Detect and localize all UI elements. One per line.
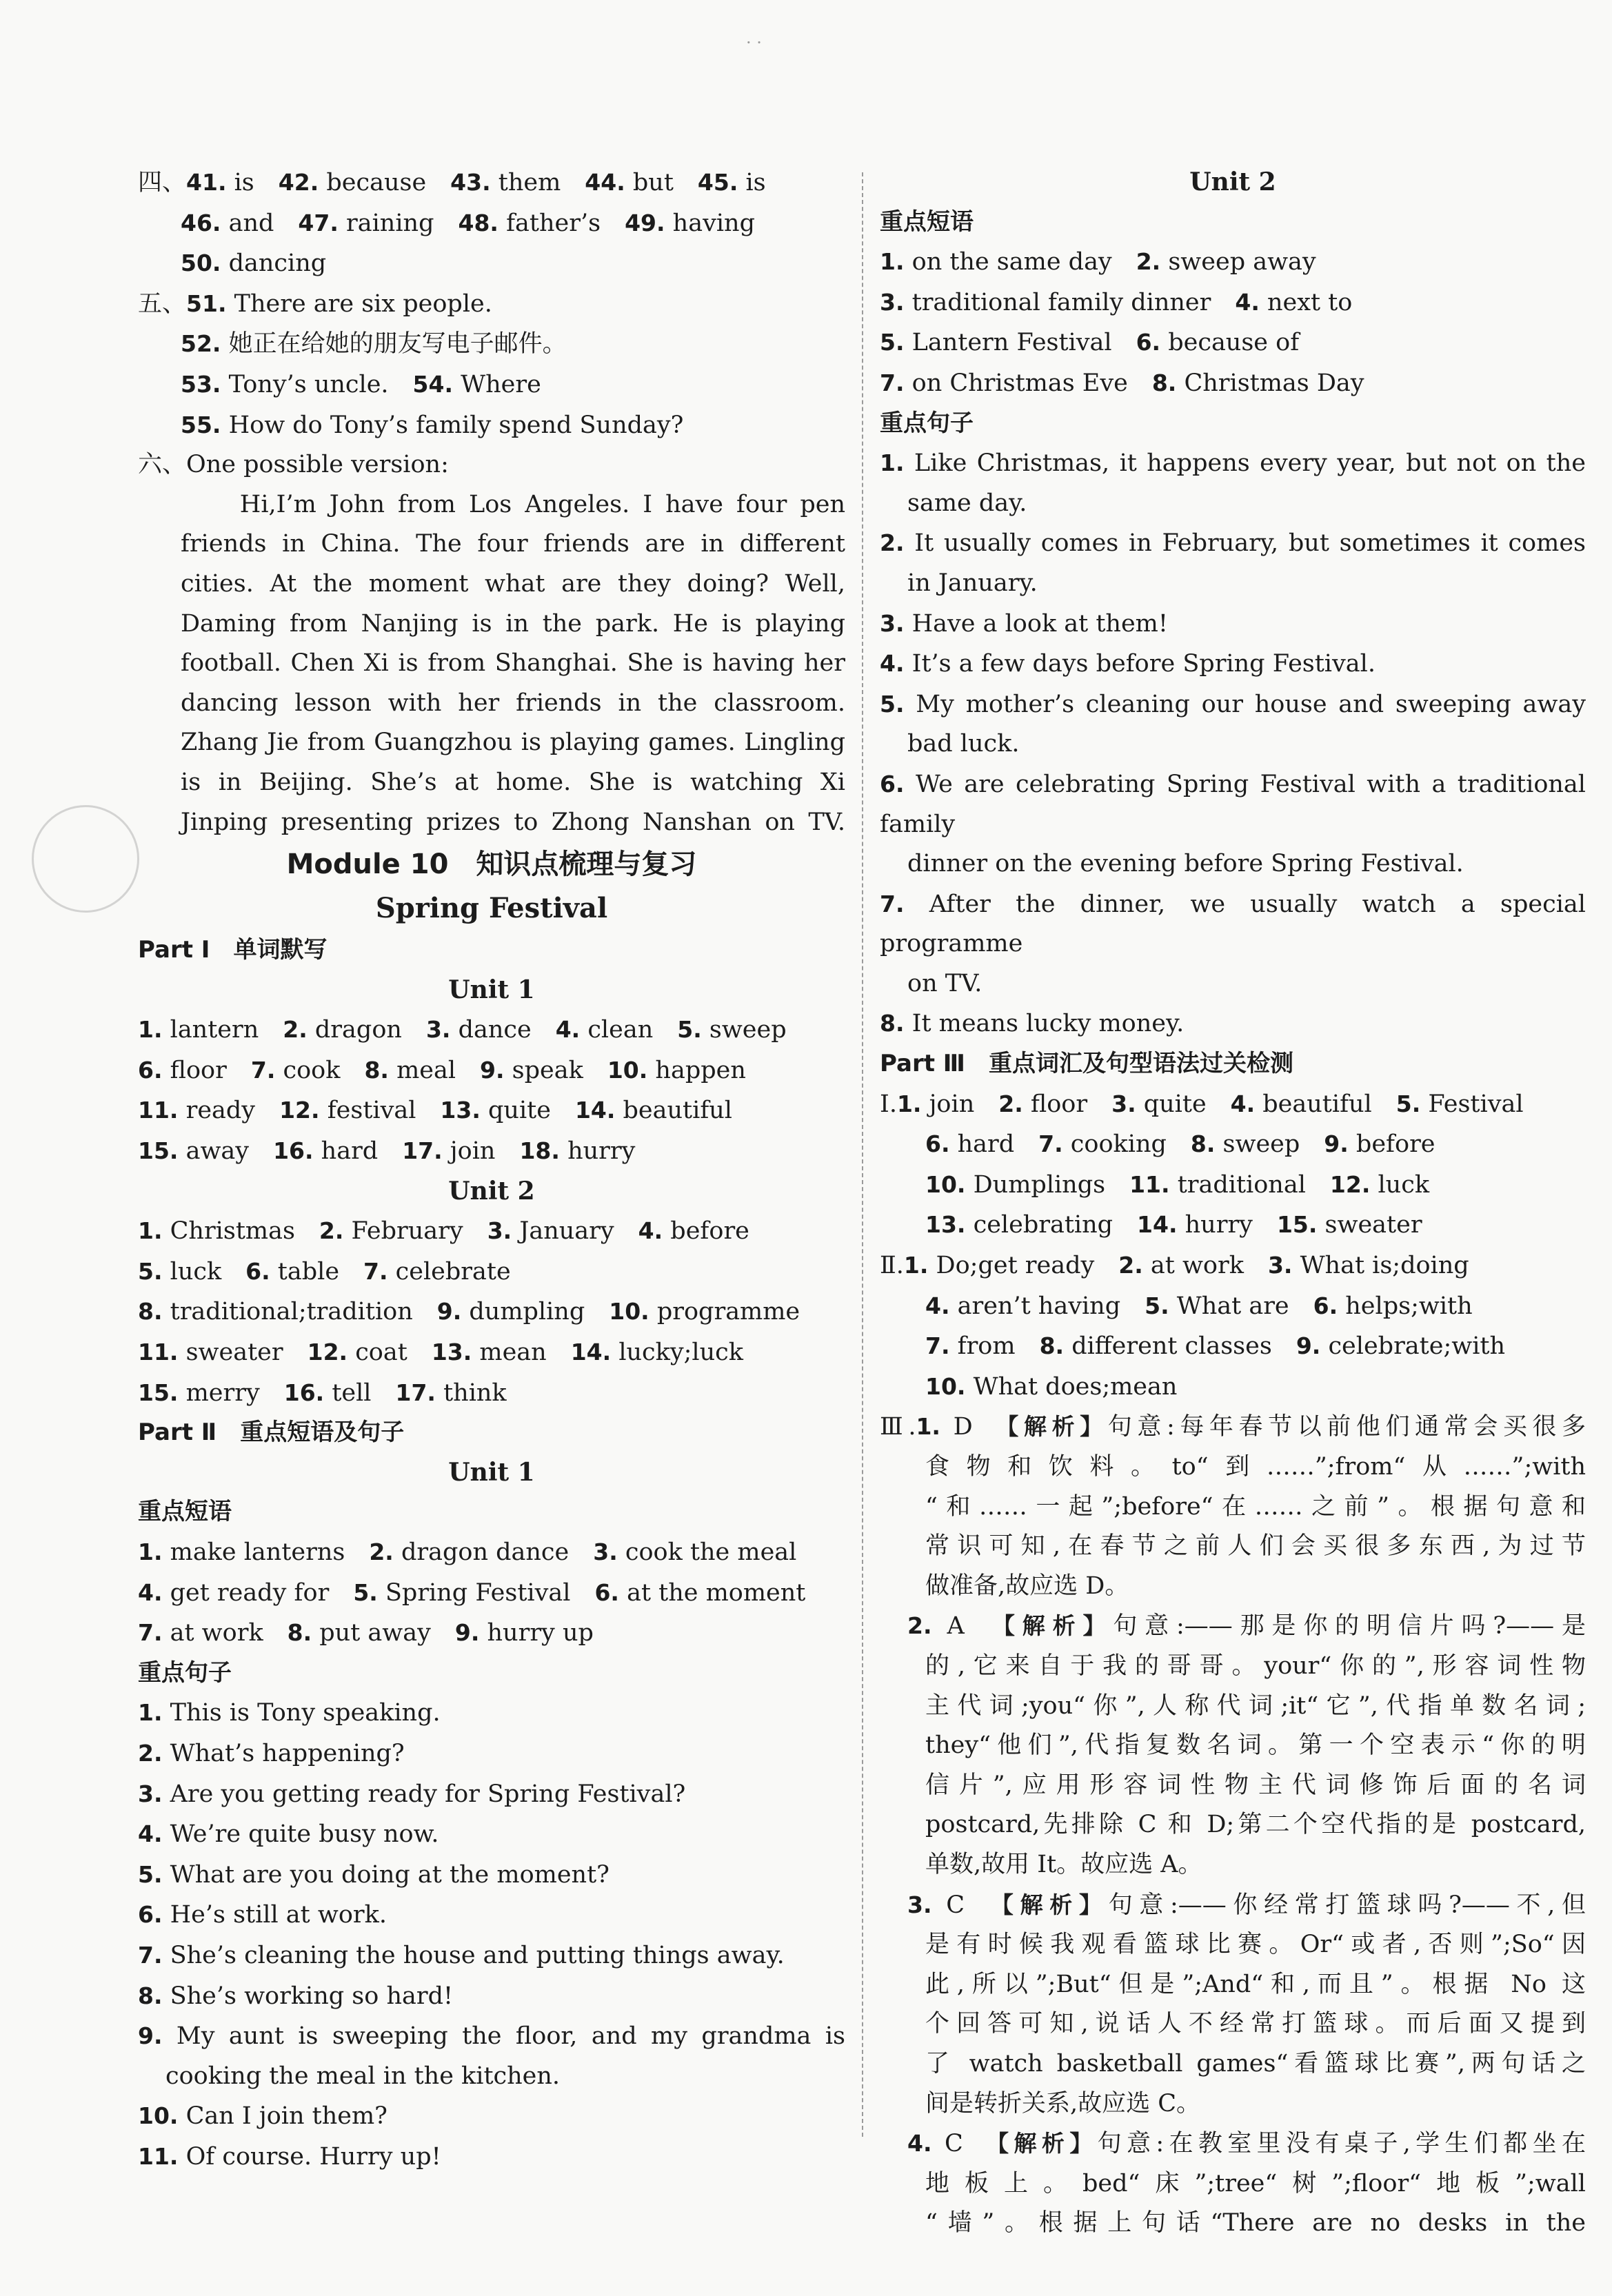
right-line: postcard,先排除 C 和 D;第二个空代指的是 postcard,	[925, 1811, 1586, 1839]
right-line: 3. Have a look at them!	[880, 609, 1168, 638]
left-line: 3. Are you getting ready for Spring Festival?	[138, 1780, 686, 1808]
left-line: 46. and 47. raining 48. father’s 49. having	[181, 209, 755, 237]
right-line: Part Ⅲ 重点词汇及句型语法过关检测	[880, 1050, 1293, 1078]
right-line: 8. It means lucky money.	[880, 1010, 1185, 1038]
right-line: 食物和饮料。to“到……”;from“从……”;with	[925, 1453, 1586, 1481]
left-line: 5. luck 6. table 7. celebrate	[138, 1257, 511, 1286]
left-line: 五、51. There are six people.	[138, 289, 492, 318]
right-line: Ⅲ.1. D 【解析】句意:每年春节以前他们通常会买很多	[880, 1413, 1586, 1441]
right-line: 5. My mother’s cleaning our house and sweeping away	[880, 690, 1586, 718]
right-line: 信片”,应用形容词性物主代词修饰后面的名词	[925, 1771, 1586, 1799]
left-line: 50. dancing	[181, 250, 327, 278]
left-line: 6. He’s still at work.	[138, 1901, 387, 1929]
right-line: 4. aren’t having 5. What are 6. helps;with	[925, 1292, 1473, 1320]
left-line: cooking the meal in the kitchen.	[165, 2062, 561, 2090]
right-line: 重点短语	[880, 207, 974, 236]
left-column	[138, 163, 845, 2177]
right-line: 7. After the dinner, we usually watch a special programme	[880, 890, 1586, 958]
right-line: in January.	[907, 569, 1038, 597]
right-line: Unit 2	[1189, 167, 1276, 196]
left-line: Part Ⅱ 重点短语及句子	[138, 1419, 405, 1447]
left-line: 四、41. is 42. because 43. them 44. but 45. is	[138, 169, 766, 196]
left-line: Unit 2	[448, 1176, 535, 1206]
right-line: 7. from 8. different classes 9. celebrate;with	[925, 1332, 1506, 1361]
left-line: Unit 1	[448, 975, 535, 1004]
left-line: 15. away 16. hard 17. join 18. hurry	[138, 1137, 636, 1166]
left-line: 11. ready 12. festival 13. quite 14. beautiful	[138, 1097, 733, 1125]
column-divider	[862, 172, 863, 2137]
right-line: 单数,故用 It。故应选 A。	[925, 1850, 1202, 1878]
left-line: 10. Can I join them?	[138, 2102, 387, 2131]
left-line: 六、One possible version:	[138, 451, 449, 479]
faded-stamp	[32, 805, 139, 913]
right-line: 了 watch basketball games“看篮球比赛”,两句话之	[925, 2049, 1586, 2077]
left-line: 1. This is Tony speaking.	[138, 1699, 441, 1727]
left-line: Unit 1	[448, 1457, 535, 1487]
right-line: 2. A 【解析】句意:——那是你的明信片吗?——是	[907, 1612, 1586, 1640]
left-line: 7. She’s cleaning the house and putting things away.	[138, 1941, 785, 1969]
left-line: 4. get ready for 5. Spring Festival 6. at the moment	[138, 1578, 806, 1607]
right-line: 个回答可知,说话人不经常打篮球。而后面又提到	[925, 2010, 1586, 2038]
right-line: on TV.	[907, 969, 983, 997]
right-line: 主代词;you“你”,人称代词;it“它”,代指单数名词;	[925, 1691, 1586, 1720]
right-line: 3. C 【解析】句意:——你经常打篮球吗?——不,但	[907, 1891, 1586, 1919]
left-line: Part Ⅰ 单词默写	[138, 936, 328, 964]
left-line: 8. She’s working so hard!	[138, 1982, 454, 2010]
right-line: 3. traditional family dinner 4. next to	[880, 288, 1353, 316]
right-line: 重点句子	[880, 409, 974, 437]
right-line: Ⅰ.1. join 2. floor 3. quite 4. beautiful 5. Festival	[880, 1090, 1524, 1118]
left-line: Daming from Nanjing is in the park. He is playing	[181, 609, 845, 638]
left-line: 1. Christmas 2. February 3. January 4. before	[138, 1217, 749, 1246]
right-line: 做准备,故应选 D。	[925, 1572, 1129, 1600]
left-line: 6. floor 7. cook 8. meal 9. speak 10. happen	[138, 1056, 746, 1084]
right-line: 间是转折关系,故应选 C。	[925, 2089, 1201, 2117]
right-line: 7. on Christmas Eve 8. Christmas Day	[880, 369, 1364, 397]
right-line: 2. It usually comes in February, but sometimes it comes	[880, 529, 1586, 558]
left-line: 7. at work 8. put away 9. hurry up	[138, 1619, 594, 1647]
right-line: 4. C 【解析】句意:在教室里没有桌子,学生们都坐在	[907, 2130, 1586, 2158]
right-line: “墙”。根据上句话“There are no desks in the	[925, 2209, 1586, 2237]
right-line: “和……一起”;before“在……之前”。根据句意和	[925, 1492, 1586, 1521]
left-line: Hi,I’m John from Los Angeles. I have four pen	[181, 490, 845, 518]
right-line: 是有时候我观看篮球比赛。Or“或者,否则”;So“因	[925, 1931, 1586, 1959]
right-line: 10. What does;mean	[925, 1372, 1178, 1401]
right-line: 5. Lantern Festival 6. because of	[880, 329, 1300, 357]
left-line: Module 10 知识点梳理与复习	[286, 849, 697, 881]
right-line: 4. It’s a few days before Spring Festival.	[880, 650, 1376, 678]
left-line: 5. What are you doing at the moment?	[138, 1860, 609, 1889]
left-line: Jinping presenting prizes to Zhong Nanshan on TV.	[181, 808, 845, 836]
left-line: 2. What’s happening?	[138, 1739, 405, 1767]
left-line: 8. traditional;tradition 9. dumpling 10. programme	[138, 1298, 800, 1326]
left-line: 55. How do Tony’s family spend Sunday?	[181, 411, 684, 439]
right-line: 1. Like Christmas, it happens every year, but not on the	[880, 449, 1586, 478]
right-line: 13. celebrating 14. hurry 15. sweater	[925, 1211, 1422, 1239]
right-line: Ⅱ.1. Do;get ready 2. at work 3. What is;doing	[880, 1252, 1469, 1280]
left-line: 15. merry 16. tell 17. think	[138, 1379, 507, 1407]
left-line: 9. My aunt is sweeping the floor, and my grandma is	[138, 2022, 845, 2051]
left-line: football. Chen Xi is from Shanghai. She is having her	[181, 649, 845, 678]
left-line: dancing lesson with her friends in the classroom.	[181, 689, 845, 717]
left-line: 1. lantern 2. dragon 3. dance 4. clean 5. sweep	[138, 1016, 787, 1044]
left-line: is in Beijing. She’s at home. She is watching Xi	[181, 768, 845, 796]
right-line: 此,所以”;But“但是”;And“和,而且”。根据 No 这	[925, 1970, 1586, 1998]
right-line: 6. hard 7. cooking 8. sweep 9. before	[925, 1130, 1435, 1159]
left-line: 53. Tony’s uncle. 54. Where	[181, 370, 541, 398]
left-line: 11. Of course. Hurry up!	[138, 2142, 441, 2171]
left-line: friends in China. The four friends are in different	[181, 530, 845, 558]
right-line: bad luck.	[907, 730, 1020, 758]
right-line: same day.	[907, 489, 1027, 517]
left-line: 11. sweater 12. coat 13. mean 14. lucky;luck	[138, 1339, 743, 1367]
left-line: 4. We’re quite busy now.	[138, 1820, 439, 1849]
right-line: 10. Dumplings 11. traditional 12. luck	[925, 1170, 1430, 1199]
left-line: 重点短语	[138, 1498, 232, 1526]
scan-marks: · ·	[746, 33, 762, 52]
left-line: Spring Festival	[375, 892, 608, 925]
right-line: 地板上。bed“床”;tree“树”;floor“地板”;wall	[925, 2169, 1586, 2197]
right-line: 常识可知,在春节之前人们会买很多东西,为过节	[925, 1532, 1586, 1561]
left-line: 重点句子	[138, 1658, 232, 1687]
left-line: 52. 她正在给她的朋友写电子邮件。	[181, 330, 567, 358]
right-line: dinner on the evening before Spring Festival.	[907, 850, 1464, 878]
right-column	[880, 163, 1586, 2244]
left-line: cities. At the moment what are they doing? Well,	[181, 569, 845, 598]
left-line: 1. make lanterns 2. dragon dance 3. cook the meal	[138, 1538, 797, 1566]
right-line: 1. on the same day 2. sweep away	[880, 248, 1316, 276]
right-line: 的,它来自于我的哥哥。your“你的”,形容词性物	[925, 1652, 1586, 1680]
left-line: Zhang Jie from Guangzhou is playing games. Lingling	[181, 729, 845, 757]
right-line: 6. We are celebrating Spring Festival with a traditional family	[880, 770, 1586, 838]
right-line: they“他们”,代指复数名词。第一个空表示“你的明	[925, 1731, 1586, 1760]
